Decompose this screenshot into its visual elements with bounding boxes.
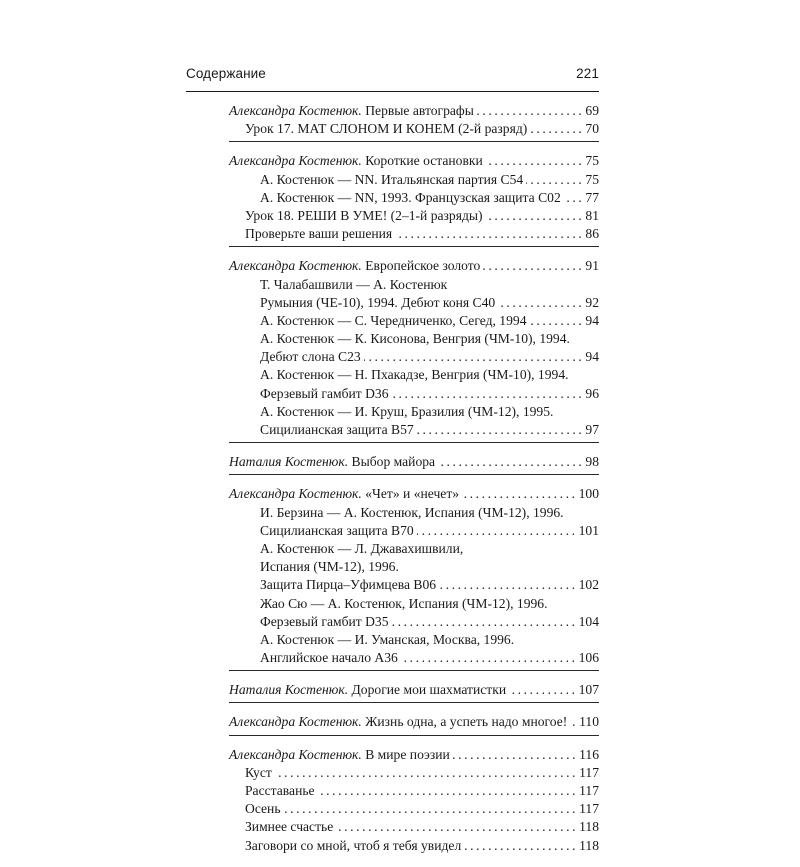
toc-entry-text <box>260 558 399 576</box>
dot-leader <box>564 189 585 207</box>
toc-entry-title: Румыния (ЧЕ-10), 1994. Дебют коня C40 <box>260 294 496 310</box>
toc-entry[interactable] <box>229 800 599 818</box>
toc-entry-title: А. Костенюк — NN, 1993. Французская защита C02 <box>260 189 561 205</box>
toc-entry-page: 101 <box>578 522 599 538</box>
toc-entry-title: Зимнее счастье <box>245 819 334 835</box>
toc-entry-author-name: Александра Костенюк. <box>229 103 362 118</box>
toc-entry-title: Жао Сю — А. Костенюк, Испания (ЧМ-12), 1996. <box>260 595 548 611</box>
toc-entry[interactable] <box>229 558 599 576</box>
toc-entry-text <box>260 385 389 403</box>
toc-entry-title: А. Костенюк — С. Чередниченко, Сегед, 1994 <box>260 312 527 328</box>
toc-entry-page: 97 <box>585 422 599 437</box>
toc-entry-page: 117 <box>579 801 599 817</box>
toc-entry-text <box>260 421 414 439</box>
toc-entry-text <box>260 330 570 348</box>
toc-entry-text <box>260 595 548 613</box>
toc-entry-author-name: Александра Костенюк. <box>229 714 362 730</box>
toc-entry-title: А. Костенюк — Л. Джавахишвили, <box>260 540 464 556</box>
dot-leader <box>275 764 578 782</box>
toc-entry[interactable] <box>229 348 599 366</box>
dot-leader <box>530 120 584 138</box>
dot-leader <box>364 348 585 366</box>
toc-entry-text <box>245 837 461 855</box>
toc-entry-title: А. Костенюк — NN. Итальянская партия C54 <box>260 171 524 187</box>
toc-entry-text <box>245 764 272 782</box>
toc-section <box>229 452 599 475</box>
toc-entry-text <box>245 207 483 225</box>
dot-leader <box>395 225 584 243</box>
dot-leader <box>498 294 584 312</box>
toc-entry[interactable] <box>229 613 599 631</box>
toc-section <box>229 484 599 671</box>
toc-entry-author-name: Наталия Костенюк. <box>229 454 349 470</box>
toc-entry-text <box>229 453 435 471</box>
toc-entry-text <box>260 366 569 384</box>
toc-entry[interactable] <box>229 782 599 800</box>
toc-entry-page: 96 <box>585 385 599 401</box>
toc-entry[interactable] <box>229 312 599 330</box>
toc-entry[interactable] <box>229 818 599 836</box>
dot-leader <box>284 800 579 818</box>
toc-entry-title: Расставанье <box>245 783 315 798</box>
toc-entry-text <box>260 294 495 312</box>
toc-entry-title: Проверьте ваши решения <box>245 226 393 242</box>
toc-entry[interactable] <box>229 403 599 421</box>
toc-entry-text <box>260 312 527 330</box>
toc-entry-text <box>245 800 281 818</box>
toc-entry-title: Т. Чалабашвили — А. Костенюк <box>260 276 448 292</box>
toc-entry-author[interactable] <box>229 713 599 731</box>
toc-entry-author[interactable] <box>229 453 599 471</box>
toc-entry[interactable] <box>229 421 599 439</box>
toc-section <box>229 256 599 443</box>
toc-entry-title: Выбор майора <box>351 454 436 470</box>
toc-entry-text <box>229 681 506 699</box>
toc-entry-text <box>260 189 561 207</box>
toc-entry-text <box>260 540 463 558</box>
toc-entry-text <box>260 276 447 294</box>
toc-entry-author[interactable] <box>229 746 599 764</box>
toc-entry-title: И. Берзина — А. Костенюк, Испания (ЧМ-12), 1996. <box>260 504 564 520</box>
toc-entry-author[interactable] <box>229 102 599 120</box>
table-of-contents <box>229 101 599 867</box>
dot-leader <box>486 152 585 170</box>
dot-leader <box>509 681 578 699</box>
toc-entry-page: 104 <box>578 613 599 629</box>
toc-entry-title: Испания (ЧМ-12), 1996. <box>260 559 399 575</box>
toc-entry-page: 94 <box>585 349 599 365</box>
toc-entry[interactable] <box>229 330 599 348</box>
header-rule <box>186 91 599 92</box>
toc-entry-page: 70 <box>585 121 599 137</box>
toc-entry-author-name: Александра Костенюк. <box>229 746 362 762</box>
toc-entry-author[interactable] <box>229 257 599 275</box>
toc-entry-page: 69 <box>585 103 599 118</box>
toc-section <box>229 151 599 247</box>
toc-entry-text <box>260 504 564 522</box>
toc-entry[interactable] <box>229 189 599 207</box>
toc-entry-author-name: Наталия Костенюк. <box>229 682 349 698</box>
toc-entry-author-name: Александра Костенюк. <box>229 486 362 502</box>
dot-leader <box>486 207 585 225</box>
toc-entry[interactable] <box>229 294 599 312</box>
toc-entry-author-name: Александра Костенюк. <box>229 258 362 274</box>
running-head-section: Содержание <box>186 66 266 81</box>
dot-leader <box>318 782 579 800</box>
dot-leader <box>417 522 578 540</box>
running-head <box>186 66 599 86</box>
toc-entry-title: Защита Пирца–Уфимцева B06 <box>260 577 437 593</box>
toc-entry-text <box>260 348 361 366</box>
toc-entry-page: 98 <box>585 454 599 470</box>
toc-entry-title: Сицилианская защита B57 <box>260 422 414 437</box>
toc-entry-title: Жизнь одна, а успеть надо многое! <box>365 714 568 730</box>
toc-entry[interactable] <box>229 366 599 384</box>
toc-entry-text <box>229 746 450 764</box>
dot-leader <box>392 613 578 631</box>
toc-section <box>229 680 599 703</box>
toc-entry-author[interactable] <box>229 152 599 170</box>
dot-leader <box>438 453 584 471</box>
toc-entry[interactable] <box>229 171 599 189</box>
dot-leader <box>464 837 578 855</box>
dot-leader <box>336 818 578 836</box>
toc-entry-text <box>229 257 480 275</box>
toc-entry-text <box>229 102 474 120</box>
toc-entry-title: Европейское золото <box>365 258 481 274</box>
toc-entry-page: 118 <box>579 837 599 853</box>
toc-entry-title: Дебют слона C23 <box>260 349 361 365</box>
dot-leader <box>570 713 578 731</box>
toc-entry-author[interactable] <box>229 485 599 503</box>
toc-entry-text <box>229 152 483 170</box>
toc-entry[interactable] <box>229 631 599 649</box>
toc-entry-page: 75 <box>585 171 599 187</box>
toc-entry-title: «Чет» и «нечет» <box>365 486 460 502</box>
toc-entry-title: Куст <box>245 764 272 780</box>
toc-entry-text <box>260 403 553 421</box>
toc-entry-title: Урок 18. РЕШИ В УМЕ! (2–1-й разряды) <box>245 207 483 223</box>
toc-entry-title: А. Костенюк — И. Уманская, Москва, 1996. <box>260 631 515 647</box>
dot-leader <box>477 102 585 120</box>
toc-entry-page: 116 <box>579 746 599 762</box>
toc-entry[interactable] <box>229 649 599 667</box>
toc-entry-title: А. Костенюк — К. Кисонова, Венгрия (ЧМ-10), 1994. <box>260 331 570 347</box>
toc-entry-page: 81 <box>585 207 599 223</box>
toc-entry[interactable] <box>229 540 599 558</box>
toc-entry-text <box>229 485 459 503</box>
toc-entry-text <box>229 713 567 731</box>
toc-entry-page: 117 <box>579 783 599 798</box>
toc-entry-page: 92 <box>585 294 599 310</box>
dot-leader <box>530 312 585 330</box>
toc-entry-page: 86 <box>585 226 599 242</box>
toc-entry-text <box>245 225 392 243</box>
toc-entry[interactable] <box>229 207 599 225</box>
toc-entry[interactable] <box>229 504 599 522</box>
toc-entry-title: Сицилианская защита B70 <box>260 522 414 538</box>
toc-entry-text <box>245 120 527 138</box>
toc-entry-text <box>260 576 436 594</box>
toc-entry-text <box>260 613 389 631</box>
toc-entry-title: Английское начало A36 <box>260 650 398 666</box>
toc-entry-title: Короткие остановки <box>365 153 483 169</box>
toc-entry-page: 77 <box>585 189 599 205</box>
toc-entry-text <box>245 818 333 836</box>
toc-entry-author[interactable] <box>229 681 599 699</box>
toc-entry[interactable] <box>229 225 599 243</box>
toc-entry-page: 106 <box>578 650 599 666</box>
toc-entry-page: 110 <box>579 714 599 730</box>
dot-leader <box>392 385 585 403</box>
toc-entry[interactable] <box>229 276 599 294</box>
toc-entry-page: 107 <box>578 682 599 698</box>
toc-entry[interactable] <box>229 522 599 540</box>
toc-section <box>229 712 599 735</box>
toc-entry-title: Заговори со мной, чтоб я тебя увидел <box>245 837 462 853</box>
dot-leader <box>453 746 578 764</box>
toc-entry[interactable] <box>229 595 599 613</box>
toc-entry-author-name: Александра Костенюк. <box>229 153 362 169</box>
dot-leader <box>526 171 584 189</box>
toc-entry-page: 100 <box>578 486 599 502</box>
toc-entry[interactable] <box>229 764 599 782</box>
dot-leader <box>417 421 585 439</box>
page-number: 221 <box>576 66 599 81</box>
toc-entry-page: 118 <box>579 819 599 835</box>
toc-entry[interactable] <box>229 385 599 403</box>
toc-section <box>229 101 599 142</box>
toc-entry-text <box>260 522 414 540</box>
toc-entry-title: Урок 17. МАТ СЛОНОМ И КОНЕМ (2-й разряд) <box>245 121 528 137</box>
toc-entry-page: 91 <box>585 258 599 274</box>
dot-leader <box>401 649 578 667</box>
dot-leader <box>462 485 578 503</box>
dot-leader <box>483 257 584 275</box>
toc-entry-title: Ферзевый гамбит D36 <box>260 385 389 401</box>
toc-entry-page: 75 <box>585 153 599 169</box>
toc-entry[interactable] <box>229 837 599 855</box>
toc-section <box>229 745 599 858</box>
toc-entry-title: А. Костенюк — И. Круш, Бразилия (ЧМ-12), 1995. <box>260 403 554 419</box>
toc-entry-title: Осень <box>245 801 281 817</box>
toc-entry-title: Первые автографы <box>365 103 474 118</box>
toc-entry-text <box>260 649 398 667</box>
toc-entry-title: В мире поэзии <box>365 746 450 762</box>
toc-entry[interactable] <box>229 120 599 138</box>
toc-entry[interactable] <box>229 576 599 594</box>
toc-entry-title: Дорогие мои шахматистки <box>351 682 507 698</box>
toc-entry-page: 94 <box>585 312 599 328</box>
toc-entry-page: 117 <box>579 764 599 780</box>
toc-entry-title: Ферзевый гамбит D35 <box>260 613 389 629</box>
toc-entry-text <box>260 171 523 189</box>
toc-entry-text <box>245 782 315 800</box>
toc-entry-page: 102 <box>578 577 599 593</box>
toc-entry-text <box>260 631 514 649</box>
dot-leader <box>439 576 578 594</box>
toc-entry-title: А. Костенюк — Н. Пхакадзе, Венгрия (ЧМ-10), 1994. <box>260 367 569 383</box>
